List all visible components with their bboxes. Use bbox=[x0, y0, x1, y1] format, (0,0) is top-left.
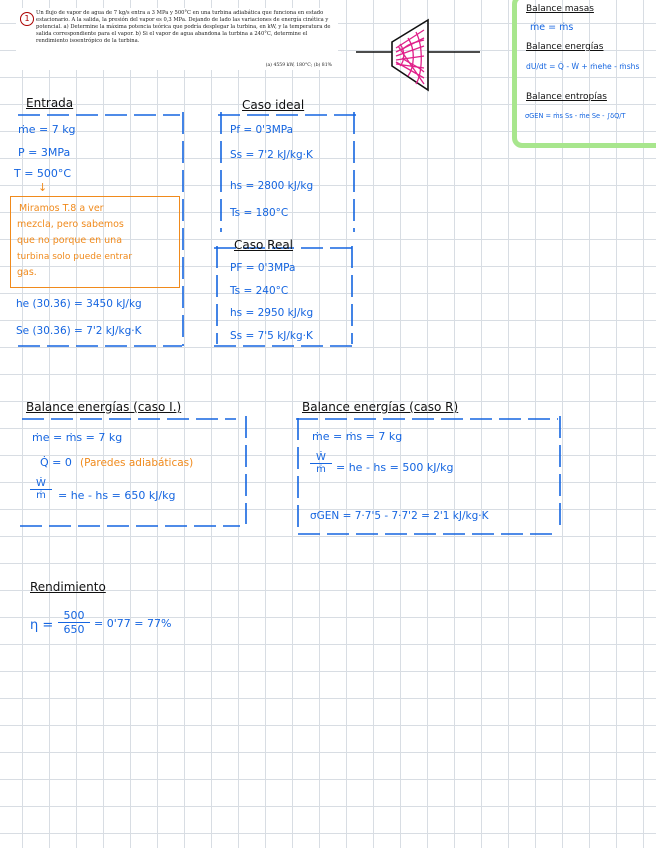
mass-denominator: ṁ bbox=[36, 490, 46, 501]
work-per-mass-fraction bbox=[30, 478, 52, 501]
entrada-mass-flow: ṁe = 7 kg bbox=[18, 123, 76, 136]
caso-real-temperature: Ts = 240°C bbox=[230, 285, 289, 297]
efficiency-fraction bbox=[58, 609, 90, 636]
table-note-box bbox=[10, 196, 180, 288]
energy-balance-equation: dU/dt = Q̇ - Ẇ + ṁehe - ṁshs bbox=[526, 62, 640, 71]
energy-balance-title: Balance energías bbox=[526, 42, 604, 52]
caso-real-enthalpy: hs = 2950 kJ/kg bbox=[230, 307, 314, 319]
efficiency-numerator: 500 bbox=[58, 609, 90, 623]
caso-real-pressure: PF = 0'3MPa bbox=[230, 262, 296, 274]
balance-ideal-title: Balance energías (caso I.) bbox=[26, 400, 182, 414]
problem-text: Un flujo de vapor de agua de 7 kg/s entra a 3 MPa y 500°C en una turbina adiabática que funciona en estado estacionario. A la salida, la presión del vapor es 0,3 MPa. Dejando de lado las variaciones de energía cinética y potencial. a) Determine la máxima potencia teórica que podría desplegar la turbina, en kW, y la temperatura de salida correspondiente para el vapor. b) Si el vapor de agua abandona la turbina a 240°C, determine el rendimiento isoentrópico de la turbina. bbox=[36, 10, 331, 45]
note-line-5: gas. bbox=[17, 267, 37, 278]
caso-ideal-enthalpy: hs = 2800 kJ/kg bbox=[230, 180, 314, 192]
mass-balance-title: Balance masas bbox=[526, 4, 594, 14]
caso-ideal-temperature: Ts = 180°C bbox=[230, 207, 289, 219]
entropy-generation: σGEN = 7·7'5 - 7·7'2 = 2'1 kJ/kg·K bbox=[310, 510, 489, 522]
entrada-pressure: P = 3MPa bbox=[18, 146, 71, 159]
balance-ideal-mass: ṁe = ṁs = 7 kg bbox=[32, 431, 123, 444]
balance-ideal-heat: Q̇ = 0 bbox=[40, 456, 72, 469]
adiabatic-walls-note: (Paredes adiabáticas) bbox=[80, 457, 194, 469]
note-line-2: mezcla, pero sabemos bbox=[17, 219, 124, 230]
problem-number: 1 bbox=[20, 12, 34, 26]
efficiency-denominator: 650 bbox=[63, 623, 85, 636]
mass-balance-equation: ṁe = ṁs bbox=[530, 22, 574, 33]
entrada-enthalpy: he (30.36) = 3450 kJ/kg bbox=[16, 298, 142, 310]
entrada-entropy: Se (30.36) = 7'2 kJ/kg·K bbox=[16, 325, 142, 337]
efficiency-symbol: η = bbox=[30, 618, 54, 633]
note-line-1: Miramos T.8 a ver bbox=[19, 203, 104, 214]
rendimiento-title: Rendimiento bbox=[30, 580, 106, 594]
work-numerator: Ẇ bbox=[30, 478, 52, 490]
problem-answers: (a) 4559 kW, 180°C; (b) 81% bbox=[265, 63, 332, 68]
entrada-temperature: T = 500°C bbox=[14, 167, 72, 180]
entropy-balance-equation: σGEN = ṁs Ss - ṁe Se - ∫δQ/T bbox=[525, 112, 626, 120]
efficiency-result: = 0'77 = 77% bbox=[94, 617, 172, 630]
work-per-mass-fraction-real bbox=[310, 452, 332, 475]
balance-ideal-work: = he - hs = 650 kJ/kg bbox=[58, 489, 176, 502]
note-line-4: turbina solo puede entrar bbox=[17, 252, 133, 262]
work-numerator-real: Ẇ bbox=[310, 452, 332, 464]
balance-real-work: = he - hs = 500 kJ/kg bbox=[336, 461, 454, 474]
mass-denominator-real: ṁ bbox=[316, 464, 326, 475]
entropy-balance-title: Balance entropías bbox=[526, 92, 607, 102]
note-line-3: que no porque en una bbox=[17, 235, 123, 246]
note-arrow: ↓ bbox=[38, 181, 48, 194]
caso-ideal-title: Caso ideal bbox=[242, 98, 305, 112]
entrada-title: Entrada bbox=[26, 96, 74, 110]
caso-real-title: Caso Real bbox=[234, 238, 294, 252]
balance-real-mass: ṁe = ṁs = 7 kg bbox=[312, 430, 403, 443]
caso-ideal-entropy: Ss = 7'2 kJ/kg·K bbox=[230, 149, 313, 161]
caso-ideal-pressure: Pf = 0'3MPa bbox=[230, 124, 294, 136]
balance-real-title: Balance energías (caso R) bbox=[302, 400, 459, 414]
caso-real-entropy: Ss = 7'5 kJ/kg·K bbox=[230, 330, 313, 342]
